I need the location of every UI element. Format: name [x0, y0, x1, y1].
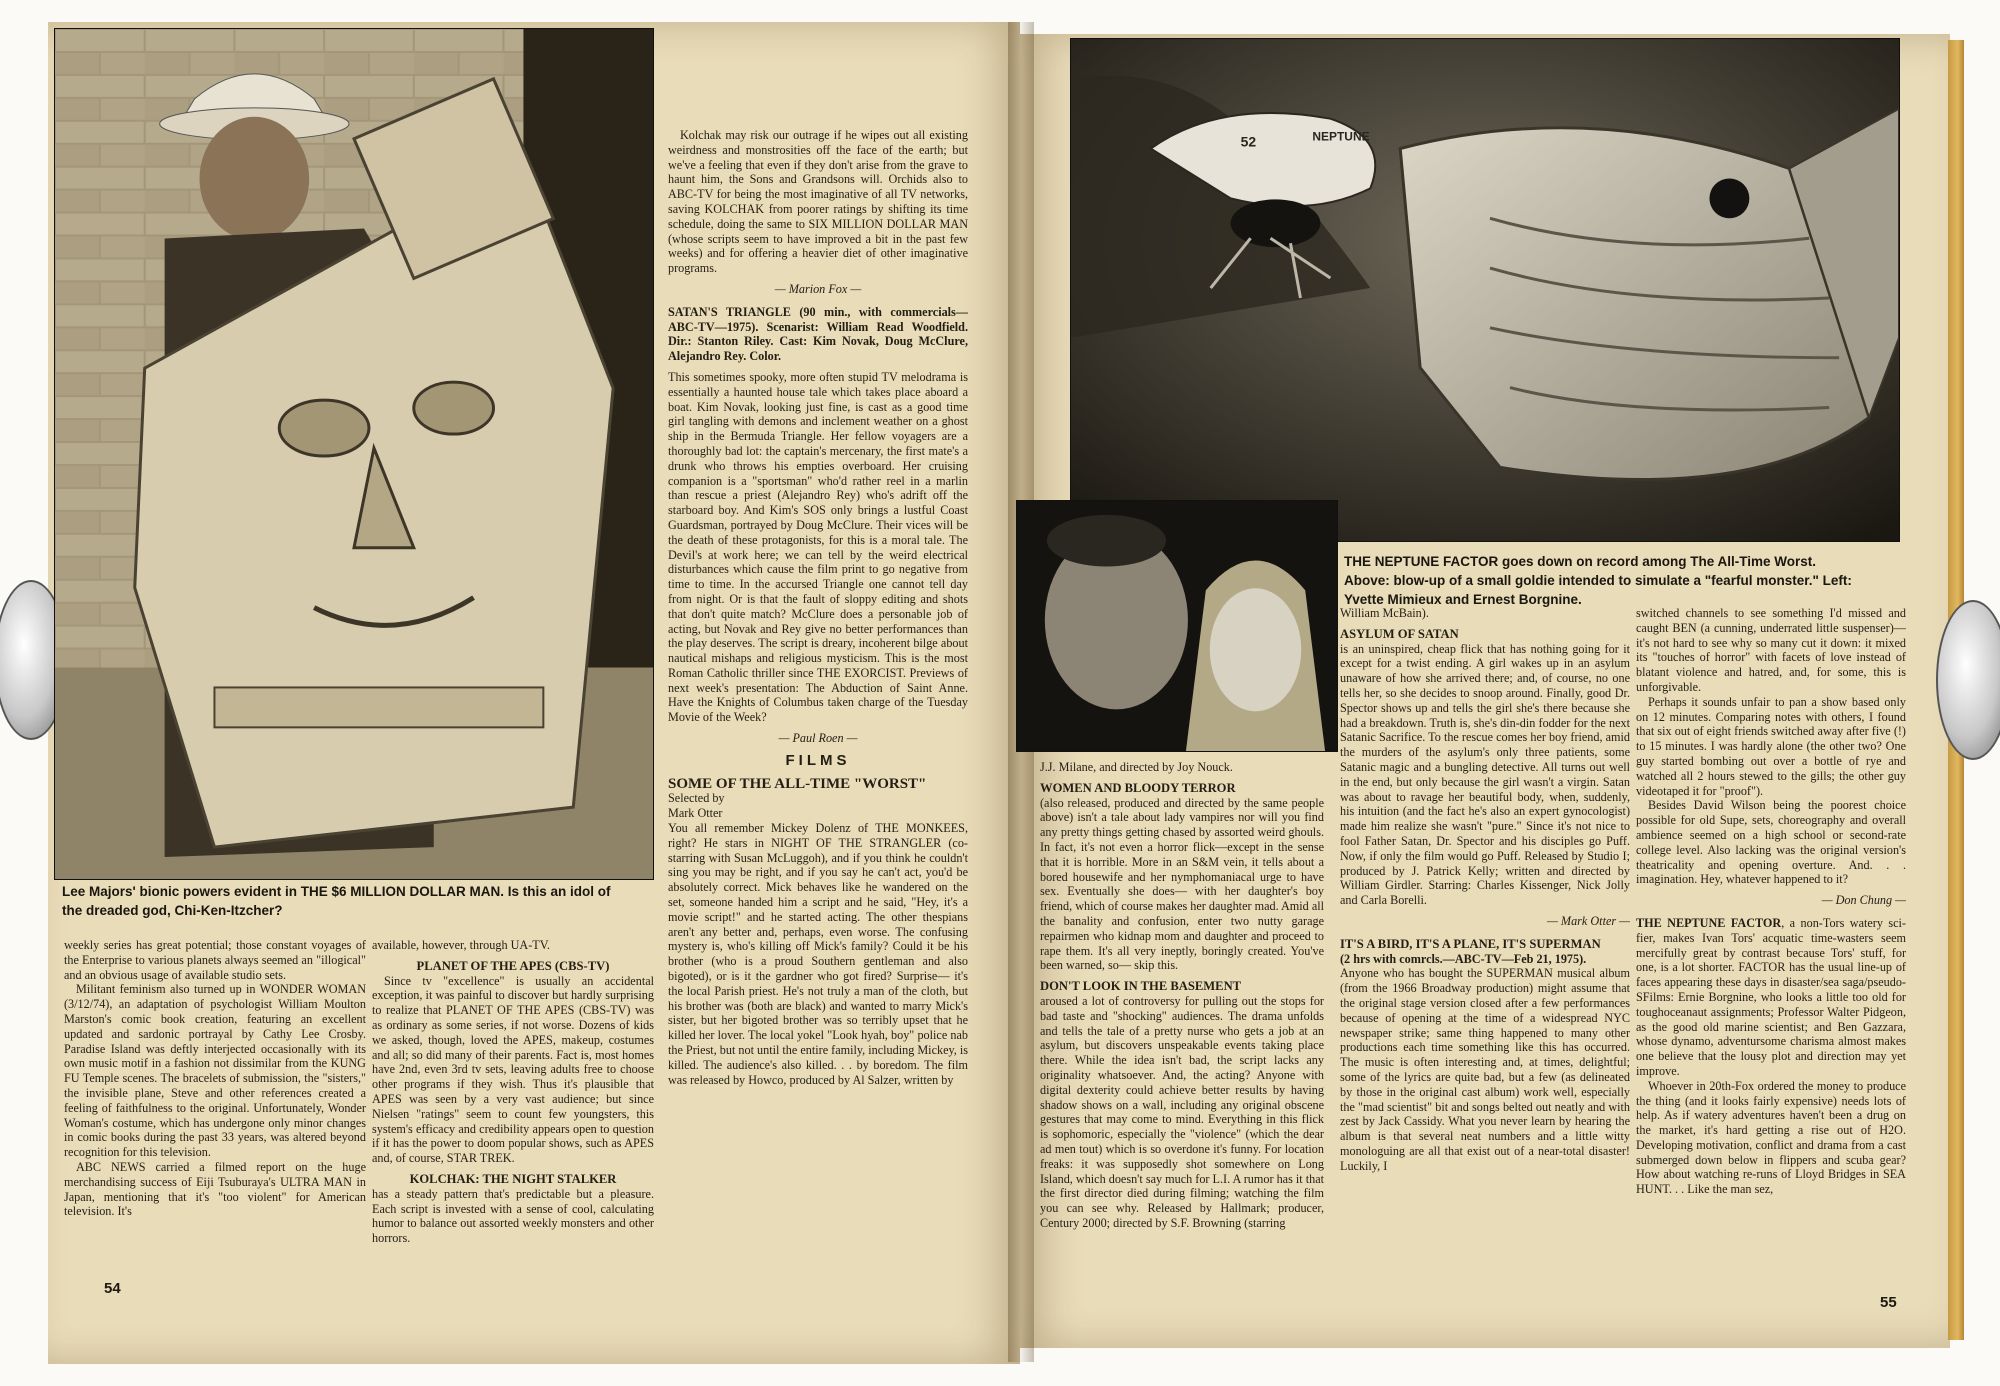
page-number-right: 55 — [1880, 1294, 1897, 1311]
credits: SATAN'S TRIANGLE (90 min., with commercials—ABC-TV—1975). Scenarist: William Read Woodfield. Dir.: Stanton Riley. Cast: Kim Novak, Doug McClure, Alejandro Rey. Color. — [668, 304, 968, 364]
author-signature: — Paul Roen — — [778, 731, 858, 746]
paragraph: Militant feminism also turned up in WONDER WOMAN (3/12/74), an adaptation of psychologist William Moulton Marston's comic book creation, featuring an excellent updated and sardonic portrayal by Cathy Lee Crosby. Paradise Island was deftly interjected occasionally with its own music motif in a fashion not dissimilar from the KUNG FU Temple scenes. The bracelets of submission, the "sisters," the invisible plane, Steve and other references created a feeling of faithfulness to the original. Unfortunately, Wonder Woman's costume, which has undergone only minor changes in comic books during the past 33 years, was altered beyond recognition for this television. — [64, 982, 366, 1160]
sub-number: 52 — [1240, 133, 1257, 150]
paragraph: (also released, produced and directed by the same people above) isn't a tale about lady vampires nor will you find any pretty things getting chased by assorted weird ghouls. In fact, it's not even a horror flick—except in the sense that it is horrible. More in an S&M vein, it tells about a bored housewife and her nymphomaniacal urge to have sex. Eventually she does— with her daughter's boy friend, which of course makes her daughter mad. Amid all the banality and confusion, enter two nutty garage repairmen who kidnap mom and daughter and proceed to rape them. It's all very ineptly, boringly created. You've been warned, so— skip this. — [1040, 795, 1324, 973]
borgnine-mimieux-photo — [1016, 500, 1338, 752]
left-column-1 — [64, 938, 366, 1270]
idol-photo — [54, 28, 654, 880]
paragraph: , a non-Tors watery sci-fier, makes Ivan Tors' acquatic time-wasters seem mercifully great by contrast because Tors' stuff, for one, is a lot shorter. FACTOR has the usual line-up of faces appearing these days in disaster/sea saga/pseudo-SFilms: Ernie Borgnine, who looks a little too old for toughoceanaut assignments; Professor Walter Pidgeon, as the good old marine scientist; and Ben Gazzara, whose dynamo, adventursome charisma almost makes one believe that the lousy plot and direction may yet improve. — [1636, 915, 1906, 1078]
paragraph: J.J. Milane, and directed by Joy Nouck. — [1040, 760, 1233, 774]
paragraph: Perhaps it sounds unfair to pan a show based only on 12 minutes. Comparing notes with others, I found that six out of eight friends switched away after five (!) to 15 minutes. I was hardly alone (the other two? One guy started bombing out over a bottle of rye and watched all 2 hours stewed to the gills; the other guy videotaped it for "proof"). — [1636, 694, 1906, 798]
paragraph: has a steady pattern that's predictable but a pleasure. Each script is invested with a sense of cool, calculating humor to balance out assorted weekly monsters and other horrors. — [372, 1186, 654, 1246]
paragraph: William McBain). — [1340, 606, 1429, 620]
section-heading: ASYLUM OF SATAN — [1340, 626, 1459, 641]
worst-heading: SOME OF THE ALL-TIME "WORST" — [668, 775, 927, 792]
paragraph: is an uninspired, cheap flick that has nothing going for it except for a twist ending. A girl wakes up in an asylum unaware of how she arrived there; and, of course, no one tells her, so she decides to snoop around. Finally, good Dr. Spector shows up and tells the girl she's there because she had a breakdown. Truth is, she's din-din fodder for the next Satanic Sacrifice. To the rescue comes her boy friend, amid the murders of the asylum's only three patients, some Satanic magic and a bungling detective. All turns out well in the end, but only because the girl wasn't a virgin. Satan was about to ravage her beautiful body, when, suddenly, his intuition (and the fact he's also an expert gynocologist) made him realize she wasn't "pure." Since it's not nice to fool Father Satan, Dr. Spector and his disciples go Puff. Now, if only the film would go Puff. Released by Studio I; produced by J. Patrick Kelly; written and directed by William Girdler. Starring: Charles Kissenger, Nick Jolly and Carla Borelli. — [1340, 641, 1630, 908]
author-signature: — Mark Otter — — [1547, 913, 1630, 928]
paragraph: switched channels to see something I'd missed and caught BEN (a cunning, underrated little suspenser)—it's not hard to see why so many cut it down: it mixed its "touches of horror" with facets of love instead of blatant violence and hatred, and, for some, this is unforgivable. — [1636, 606, 1906, 694]
section-heading: DON'T LOOK IN THE BASEMENT — [1040, 979, 1242, 994]
paragraph: available, however, through UA-TV. — [372, 938, 550, 952]
paragraph: Whoever in 20th-Fox ordered the money to produce the thing (and it looks fairly expensive) needs lots of help. As if watery adventures haven't been a drug on the market, it's hard getting a rise out of H2O. Developing motivation, conflict and drama from a cast submerged down below in flippers and scuba gear? How about watching re-runs of Lloyd Bridges in SEA HUNT. . . Like the man sez, — [1636, 1078, 1906, 1197]
paragraph: You all remember Mickey Dolenz of THE MONKEES, right? He stars in NIGHT OF THE STRANGLER (co-starring with Susan McLuggoh), and if you think he couldn't sing you may be right, and if you say he can't act, you'd be absolutely correct. Mick behaves like he wandered on the set, someone handed him a script and he said, "Hey, it's a movie script!" and he started acting. The other thespians aren't any better and, perhaps, even worse. The confusing mystery is, who's killing off Mick's family? Could it be his brother (who is a proud Southern gentleman and also bigoted), or is it the gardner who got fired? Surprise— it's the local Parish priest. He's not truly a man of the cloth, but his brother was (both are black) and wanted to marry Mick's sister, but her bigoted brother was so terribly upset that he killed her lover. The local yokel "Look hyah, boy" police nab the Priest, but not until the entire family, including Mickey, is killed. The audience's also killed. . . by boredom. The film was released by Howco, produced by Al Salzer, written by — [668, 821, 968, 1087]
sub-marking: NEPTUNE — [1312, 129, 1370, 144]
right-column-a — [1040, 760, 1324, 1296]
author-signature: — Marion Fox — — [774, 281, 862, 296]
page-number-left: 54 — [104, 1280, 121, 1297]
right-binder-ring-icon — [1936, 600, 2000, 760]
paragraph: Anyone who has bought the SUPERMAN musical album (from the 1966 Broadway production) might assume that the original stage version closed after a few performances because of opening at the time of a widespread NYC newspaper strike; same thing happened to many other productions each time something like this has occurred. The music is often interesting and, at times, delightful; some of the lyrics are quite bad, but a few (as delineated by those in the original cast album) work well, especially the "mad scientist" bit and songs belted out neatly and with zest by Jack Cassidy. What you never learn by hearing the album is that several neat numbers and a little witty monologuing are all that exist out of a near-total disaster! Luckily, I — [1340, 966, 1630, 1173]
paragraph: Since tv "excellence" is usually an accidental exception, it was painful to discover but hardly surprising to realize that PLANET OF THE APES (CBS-TV) was as ordinary as some series, if not worse. Dozens of kids we asked, though, loved the APES, makeup, costumes and all; so did many of their parents. Fact is, most homes have 2nd, even 3rd tv sets, leaving adults free to choose other programs if they wish. Thus it's plausible that APES was seen by a very vast audience; but since Nielsen "ratings" seem to count few youngsters, this system's efficacy and credibility appears open to question if it has the power to doom popular shows, such as APES and, of course, STAR TREK. — [372, 973, 654, 1166]
paragraph: weekly series has great potential; those constant voyages of the Enterprise to various planets always seemed an "illogical" and an obvious usage of available studio sets. — [64, 938, 366, 982]
right-column-c — [1636, 606, 1906, 1296]
section-heading: IT'S A BIRD, IT'S A PLANE, IT'S SUPERMAN — [1340, 936, 1601, 951]
left-column-2 — [372, 938, 654, 1270]
section-heading: KOLCHAK: THE NIGHT STALKER — [409, 1171, 617, 1186]
paragraph: Besides David Wilson being the poorest choice possible for old Supe, sets, choreography and overall ambience seemed on a high school or second-rate college level. Also lacking was the original version's theatricality and opening overture. And. . . imagination. Hey, whatever happened to it? — [1636, 798, 1906, 887]
paragraph: Kolchak may risk our outrage if he wipes out all existing weirdness and monstrosities off the face of the earth; but we've a feeling that even if they don't arise from the grave to haunt him, the Sons and Grandsons will. Orchids also to ABC-TV for being the most imaginative of all TV networks, saving KOLCHAK from poorer ratings by shifting its time schedule, doing the same to SIX MILLION DOLLAR MAN (whose scripts seem to have improved a bit in the past few weeks) and for offering a heavier diet of other imaginative programs. — [668, 128, 968, 276]
paragraph: This sometimes spooky, more often stupid TV melodrama is essentially a haunted house tale which takes place aboard a boat. Kim Novak, looking just fine, is cast as a good time girl tangling with demons and inclement weather on a ghost ship in the Bermuda Triangle. Her fellow voyagers are a thoroughly bad lot: the captain's mercenary, the first mate's a drunk who throws his empties overboard. Her cruising companion is a "sportsman" who'd rather reel in a marlin than rescue a priest (Alejandro Rey) who's adrift off the starboard boy. And Kim's SOS only brings a lustful Coast Guardsman, portrayed by Doug McClure. Their vices will be the death of these protagonists, for this is a moral tale. The Devil's at work here; we can tell by the weird electrical disturbances which cause the film print to go negative from time to time. In the accursed Triangle one cannot tell day from night. Or is that the fault of sloppy editing and shots that don't quite match? McClure does a personable job of acting, but Novak and Rey give no better performances than the play deserves. The script is dreary, incoherent bilge about nautical mishaps and religious mysticism. This is the most Roman Catholic thriller since THE EXORCIST. Previews of next week's presentation: The Abduction of Saint Anne. Have the Knights of Columbus taken charge of the Tuesday Movie of the Week? — [668, 369, 968, 725]
section-heading: PLANET OF THE APES (CBS-TV) — [416, 958, 610, 973]
films-heading: FILMS — [785, 751, 851, 769]
paragraph: ABC NEWS carried a filmed report on the huge merchandising success of Eiji Tsuburaya's ULTRA MAN in Japan, mentioning that it's "too violent" for American television. It's — [64, 1159, 366, 1219]
right-photo-caption: THE NEPTUNE FACTOR goes down on record among The All-Time Worst. Above: blow-up of a small goldie intended to simulate a "fearful monster." Left: Yvette Mimieux and Ernest Borgnine. — [1344, 554, 1852, 607]
right-column-b — [1340, 606, 1630, 1296]
selected-by-label: Selected by — [668, 791, 725, 806]
section-heading: THE NEPTUNE FACTOR — [1636, 915, 1782, 930]
left-column-3 — [668, 128, 968, 1290]
paragraph: aroused a lot of controversy for pulling out the stops for bad taste and "shocking" audiences. The drama unfolds and tells the tale of a pretty nurse who gets a job at an asylum, but discovers unspeakable events taking place there. While the idea isn't bad, the script lacks any originality whatsoever. And, the acting? Anyone with digital dexterity could achieve better results by having shadow shows on a wall, including any original obscene gestures that may come to mind. Everything in this flick is sophomoric, especially the "violence" (which the dear ad men tout) which is so overdone it's funny. For location freaks: it was supposedly shot somewhere on Long Island, which doesn't say much for L.I. A rumor has it that the first director died during filming; watching the film you can see why. Released by Hallmark; producer, Century 2000; directed by S.F. Browning (starring — [1040, 993, 1324, 1230]
author-signature: — Don Chung — — [1821, 893, 1906, 908]
section-heading: WOMEN AND BLOODY TERROR — [1040, 780, 1236, 795]
selector-name: Mark Otter — [668, 806, 723, 821]
neptune-photo — [1070, 38, 1900, 542]
left-photo-caption: Lee Majors' bionic powers evident in THE $6 MILLION DOLLAR MAN. Is this an idol of the dreaded god, Chi-Ken-Itzcher? — [62, 884, 611, 918]
credits: (2 hrs with comrcls.—ABC-TV—Feb 21, 1975). — [1340, 951, 1587, 966]
